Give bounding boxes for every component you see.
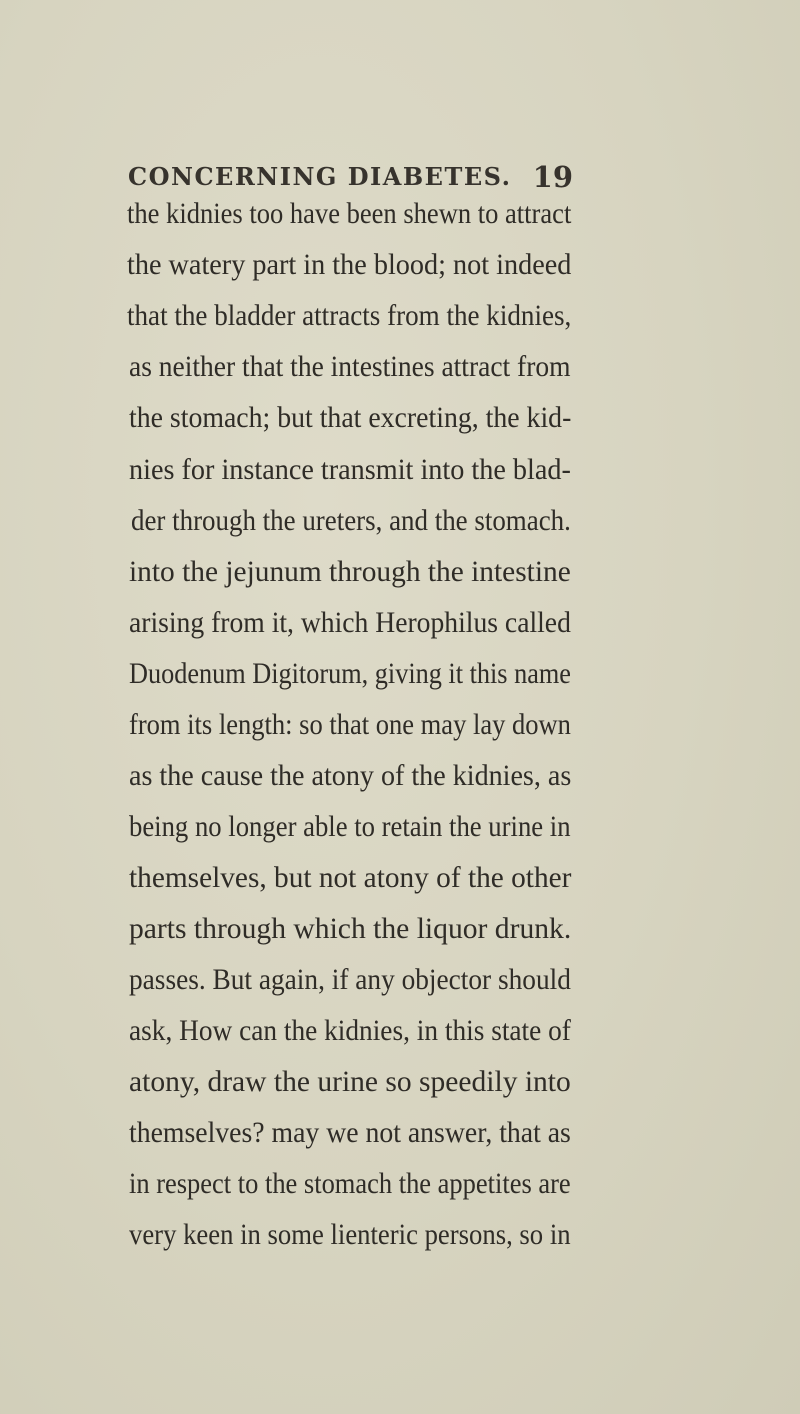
text-line: very keen in some lienteric persons, so in <box>129 1218 571 1251</box>
text-line: passes. But again, if any objector should <box>129 963 571 996</box>
text-line: arising from it, which Herophilus called <box>129 606 571 639</box>
text-line: the kidnies too have been shewn to attract <box>127 197 572 230</box>
running-head: CONCERNING DIABETES. <box>128 162 512 191</box>
page-number: 19 <box>532 160 573 194</box>
text-line: in respect to the stomach the appetites are <box>129 1167 571 1200</box>
text-line: from its length: so that one may lay down <box>129 708 571 741</box>
text-line: that the bladder attracts from the kidnies, <box>127 299 572 332</box>
text-line: the stomach; but that excreting, the kid- <box>129 401 572 434</box>
text-line: parts through which the liquor drunk. <box>129 912 572 945</box>
text-line: being no longer able to retain the urine in <box>129 810 571 843</box>
text-line: Duodenum Digitorum, giving it this name <box>129 657 571 690</box>
text-line: themselves? may we not answer, that as <box>129 1116 571 1149</box>
text-line: der through the ureters, and the stomach. <box>131 504 571 537</box>
text-line: atony, draw the urine so speedily into <box>129 1065 571 1098</box>
text-line: as the cause the atony of the kidnies, as <box>129 759 572 792</box>
text-line: nies for instance transmit into the blad- <box>129 453 571 486</box>
text-line: as neither that the intestines attract from <box>129 350 571 383</box>
text-line: themselves, but not atony of the other <box>129 861 572 894</box>
text-line: ask, How can the kidnies, in this state of <box>129 1014 571 1047</box>
text-line: the watery part in the blood; not indeed <box>127 248 572 281</box>
text-line: into the jejunum through the intestine <box>129 555 571 588</box>
